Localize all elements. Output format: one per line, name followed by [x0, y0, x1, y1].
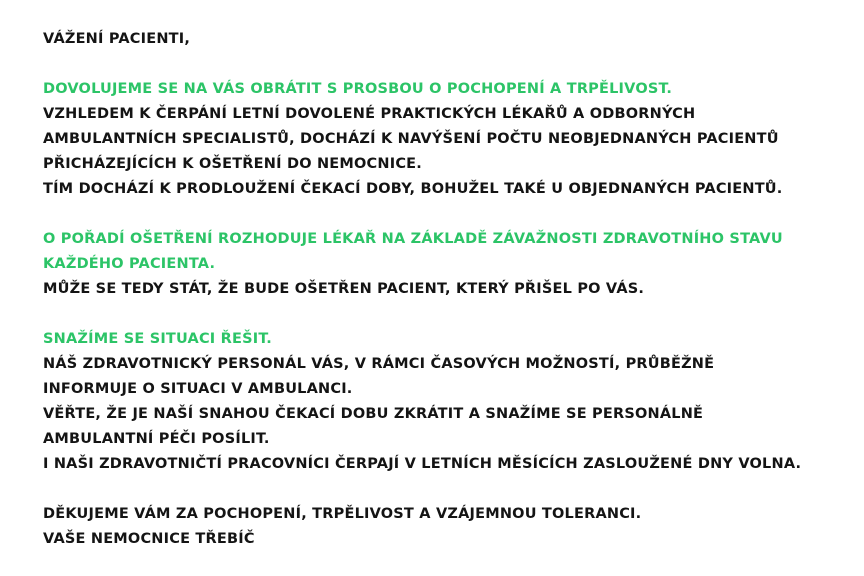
closing-signature: VAŠE NEMOCNICE TŘEBÍČ: [43, 531, 255, 547]
p3-line: AMBULANTNÍ PÉČI POSÍLIT.: [43, 431, 270, 447]
p1-line: PŘICHÁZEJÍCÍCH K OŠETŘENÍ DO NEMOCNICE.: [43, 156, 422, 172]
p1-line: AMBULANTNÍCH SPECIALISTŮ, DOCHÁZÍ K NAVÝŠENÍ POČTU NEOBJEDNANÝCH PACIENTŮ: [43, 131, 779, 147]
p1-line: TÍM DOCHÁZÍ K PRODLOUŽENÍ ČEKACÍ DOBY, BOHUŽEL TAKÉ U OBJEDNANÝCH PACIENTŮ.: [43, 181, 783, 197]
p2-line: MŮŽE SE TEDY STÁT, ŽE BUDE OŠETŘEN PACIENT, KTERÝ PŘIŠEL PO VÁS.: [43, 281, 645, 297]
notice-text: [43, 27, 843, 552]
paragraph-spacer: [43, 52, 843, 77]
paragraph-spacer: [43, 477, 843, 502]
paragraph-spacer: [43, 202, 843, 227]
greeting: VÁŽENÍ PACIENTI,: [43, 31, 191, 47]
p1-heading: DOVOLUJEME SE NA VÁS OBRÁTIT S PROSBOU O POCHOPENÍ A TRPĚLIVOST.: [43, 81, 673, 97]
p2-heading-line: O POŘADÍ OŠETŘENÍ ROZHODUJE LÉKAŘ NA ZÁKLADĚ ZÁVAŽNOSTI ZDRAVOTNÍHO STAVU: [43, 231, 783, 247]
p3-line: VĚŘTE, ŽE JE NAŠÍ SNAHOU ČEKACÍ DOBU ZKRÁTIT A SNAŽÍME SE PERSONÁLNĚ: [43, 406, 704, 422]
closing-thanks: DĚKUJEME VÁM ZA POCHOPENÍ, TRPĚLIVOST A VZÁJEMNOU TOLERANCI.: [43, 506, 642, 522]
p3-heading: SNAŽÍME SE SITUACI ŘEŠIT.: [43, 331, 272, 347]
p1-line: VZHLEDEM K ČERPÁNÍ LETNÍ DOVOLENÉ PRAKTICKÝCH LÉKAŘŮ A ODBORNÝCH: [43, 106, 696, 122]
paragraph-spacer: [43, 302, 843, 327]
p3-line: I NAŠI ZDRAVOTNIČTÍ PRACOVNÍCI ČERPAJÍ V LETNÍCH MĚSÍCÍCH ZASLOUŽENÉ DNY VOLNA.: [43, 456, 802, 472]
p3-line: INFORMUJE O SITUACI V AMBULANCI.: [43, 381, 353, 397]
p3-line: NÁŠ ZDRAVOTNICKÝ PERSONÁL VÁS, V RÁMCI ČASOVÝCH MOŽNOSTÍ, PRŮBĚŽNĚ: [43, 356, 715, 372]
p2-heading-line: KAŽDÉHO PACIENTA.: [43, 256, 216, 272]
